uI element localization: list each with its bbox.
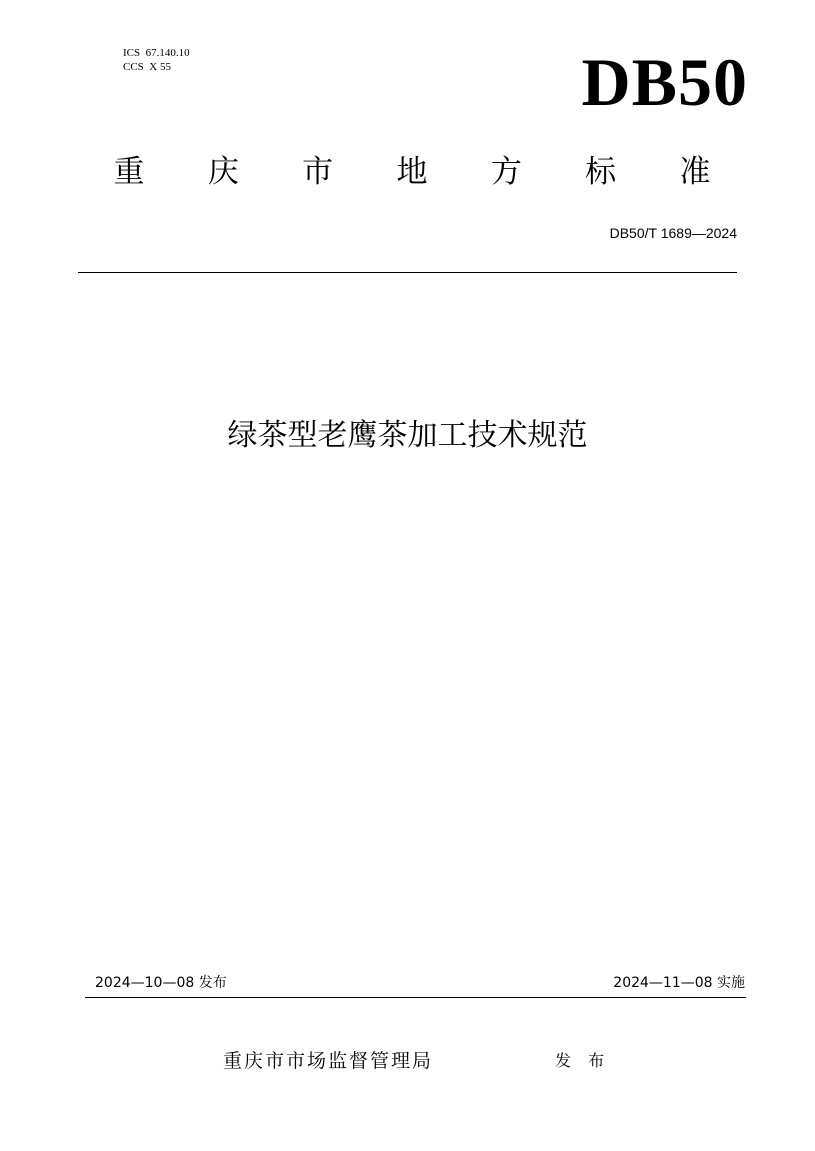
ccs-code: CCS X 55 [123,61,171,73]
classification-codes [123,46,190,74]
standard-type-char: 庆 [207,154,239,190]
standard-type-char: 准 [679,154,711,190]
top-divider [78,272,737,273]
effective-date: 2024—11—08 实施 [613,975,745,991]
document-title: 绿茶型老鹰茶加工技术规范 [227,418,588,453]
db-logo: DB50 [581,44,748,120]
standard-type-char: 重 [113,154,145,190]
issue-action: 发 布 [555,1051,611,1070]
ics-code: ICS 67.140.10 [123,47,190,59]
standard-type-heading [107,150,717,194]
standard-type-char: 地 [396,154,428,190]
publish-date: 2024—10—08 发布 [95,975,227,991]
standard-type-char: 方 [490,154,522,190]
bottom-divider [85,997,746,998]
issuer-name: 重庆市市场监督管理局 [223,1050,434,1072]
standard-type-char: 市 [302,154,334,190]
standard-code: DB50/T 1689—2024 [609,225,737,241]
standard-type-char: 标 [585,154,617,190]
